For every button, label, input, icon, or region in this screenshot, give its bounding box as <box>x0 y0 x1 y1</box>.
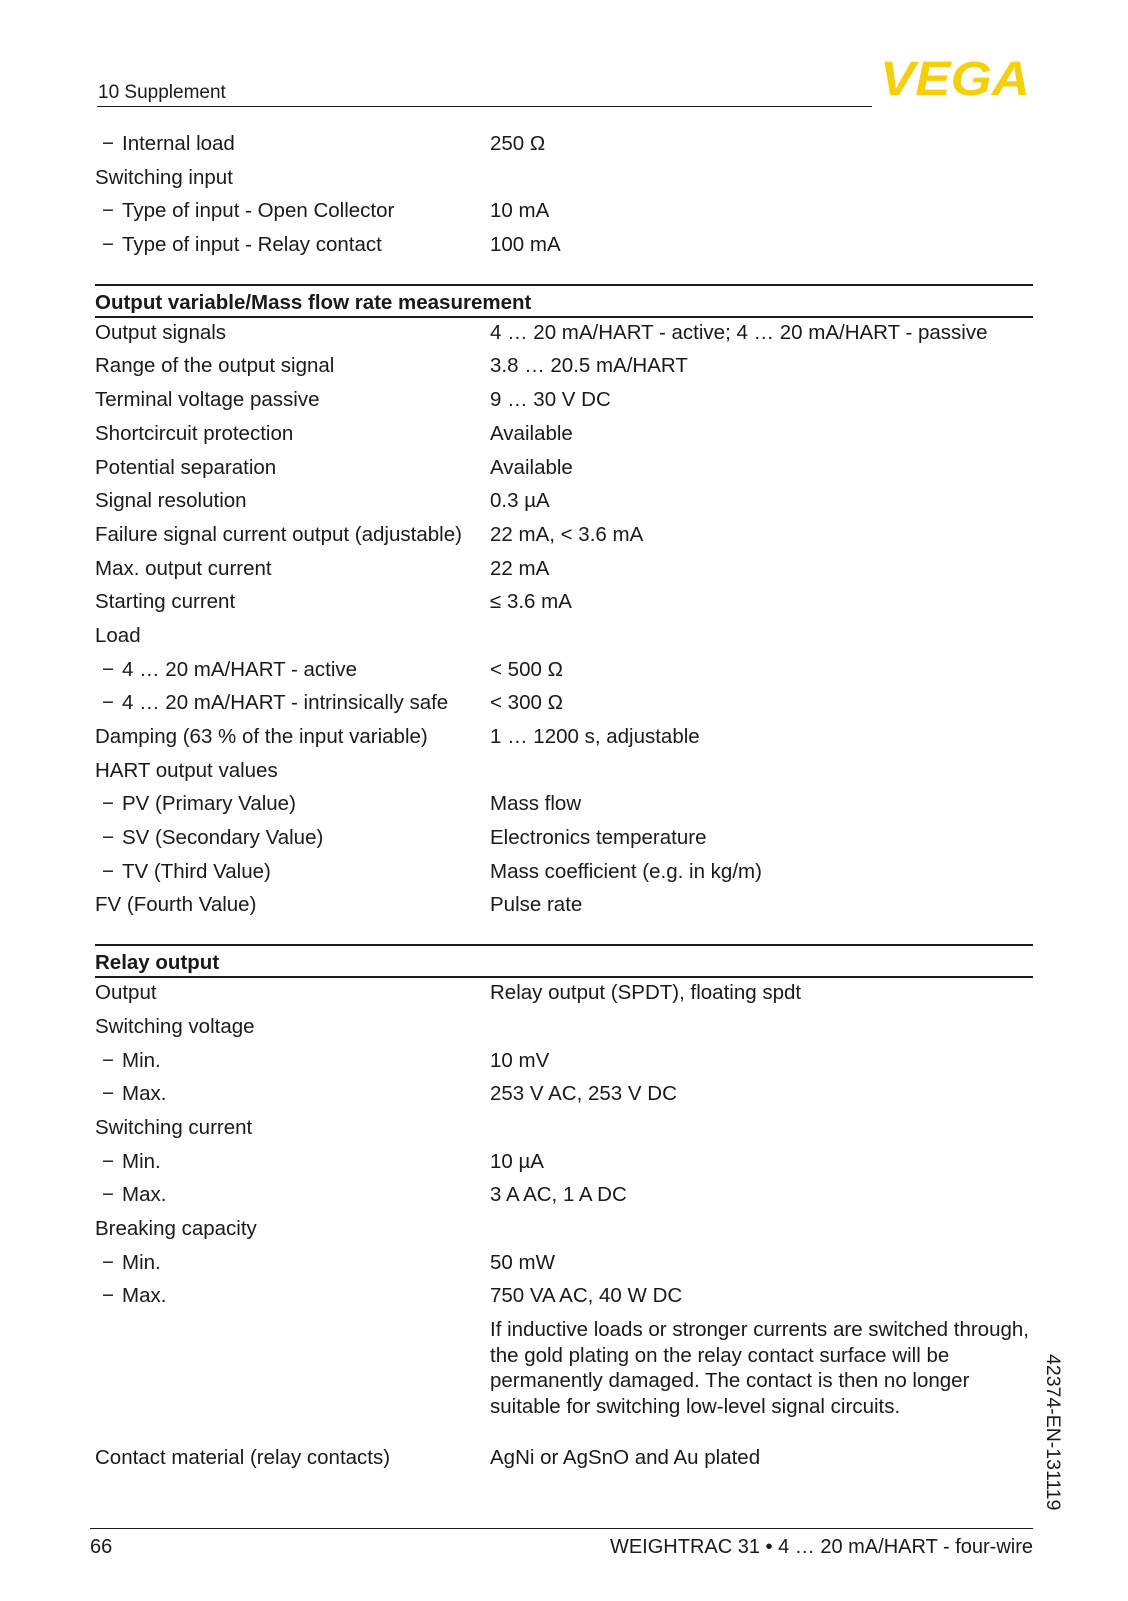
spec-row <box>95 890 1033 924</box>
page-footer <box>90 1528 1033 1568</box>
spec-label <box>102 1250 161 1276</box>
spec-value: 3 A AC, 1 A DC <box>490 1183 627 1207</box>
list-dash: − <box>102 859 114 883</box>
spec-label <box>95 387 319 413</box>
spec-value: AgNi or AgSnO and Au plated <box>490 1446 761 1469</box>
list-dash: − <box>102 826 114 850</box>
spec-label <box>102 825 323 851</box>
spec-value: 10 µA <box>490 1149 544 1173</box>
spec-block-output <box>95 318 1033 924</box>
spec-content <box>95 129 1033 1477</box>
spec-label-text: SV (Secondary Value) <box>122 826 324 850</box>
spec-row <box>95 196 1033 230</box>
spec-row <box>95 520 1033 554</box>
spec-value: ≤ 3.6 mA <box>490 590 572 614</box>
spec-row <box>95 1180 1033 1214</box>
spec-value: Mass coefficient (e.g. in kg/m) <box>490 859 762 883</box>
spec-label-text: Load <box>95 623 141 647</box>
spec-label <box>102 791 296 817</box>
spec-value: 9 … 30 V DC <box>490 388 611 412</box>
spec-value: 4 … 20 mA/HART - active; 4 … 20 mA/HART - passive <box>490 320 988 344</box>
list-dash: − <box>102 657 114 681</box>
list-dash: − <box>102 199 114 223</box>
spec-value: Electronics temperature <box>490 826 707 850</box>
spec-label-text: Potential separation <box>95 455 277 479</box>
spec-value: 253 V AC, 253 V DC <box>490 1082 677 1106</box>
spec-note-row <box>95 1315 1033 1443</box>
spec-label <box>95 522 462 548</box>
spec-row <box>95 1147 1033 1181</box>
page-header <box>97 80 872 107</box>
spec-label <box>102 131 235 157</box>
spec-row <box>95 1248 1033 1282</box>
spec-row <box>95 688 1033 722</box>
vega-logo <box>880 56 1032 100</box>
spec-row <box>95 554 1033 588</box>
list-dash: − <box>102 691 114 715</box>
vega-logo-text: VEGA <box>880 56 1030 100</box>
spec-label-text: Contact material (relay contacts) <box>95 1446 391 1469</box>
spec-row <box>95 857 1033 891</box>
section-title: Output variable/Mass flow rate measurement <box>95 290 532 314</box>
spec-row <box>95 1281 1033 1315</box>
spec-value: Mass flow <box>490 792 582 816</box>
spec-row <box>95 1443 1033 1477</box>
spec-label <box>95 623 141 649</box>
spec-value: < 500 Ω <box>490 657 563 681</box>
spec-label-text: Output <box>95 981 157 1005</box>
spec-value: < 300 Ω <box>490 691 563 715</box>
list-dash: − <box>102 233 114 257</box>
section-title: Relay output <box>95 951 220 975</box>
list-dash: − <box>102 1048 114 1072</box>
section-header-output <box>95 284 1033 318</box>
spec-row <box>95 587 1033 621</box>
spec-label-text: Max. <box>122 1082 167 1106</box>
spec-label <box>95 1445 390 1471</box>
spec-label-text: Switching voltage <box>95 1014 255 1038</box>
spec-row <box>95 1046 1033 1080</box>
list-dash: − <box>102 1183 114 1207</box>
spec-label-text: Min. <box>122 1048 161 1072</box>
spec-value: 10 mV <box>490 1048 550 1072</box>
spec-row <box>95 385 1033 419</box>
spec-value: 50 mW <box>490 1250 555 1274</box>
spec-value: 1 … 1200 s, adjustable <box>490 725 700 748</box>
spec-label <box>102 1149 161 1175</box>
spec-row <box>95 486 1033 520</box>
spec-label <box>95 1115 252 1141</box>
spec-label <box>102 859 271 885</box>
spec-label <box>102 1081 166 1107</box>
spec-value: 10 mA <box>490 199 550 223</box>
spec-row <box>95 823 1033 857</box>
spec-label <box>102 1283 166 1309</box>
spec-label-text: Starting current <box>95 590 236 614</box>
spec-label-text: Signal resolution <box>95 489 247 513</box>
spec-row <box>95 453 1033 487</box>
spec-value: 3.8 … 20.5 mA/HART <box>490 354 688 378</box>
section-header-relay <box>95 944 1033 978</box>
spec-label-text: Min. <box>122 1250 161 1274</box>
spec-row <box>95 163 1033 197</box>
list-dash: − <box>102 132 114 155</box>
spec-label-text: Max. output current <box>95 556 272 580</box>
spec-row <box>95 1079 1033 1113</box>
spec-value: Pulse rate <box>490 893 583 917</box>
spec-label-text: Switching input <box>95 165 233 189</box>
spec-label-text: Max. <box>122 1183 167 1207</box>
spec-label <box>95 556 272 582</box>
spec-row <box>95 756 1033 790</box>
spec-label-text: Output signals <box>95 320 227 344</box>
spec-label-text: Breaking capacity <box>95 1216 257 1240</box>
spec-row <box>95 621 1033 655</box>
spec-label <box>95 353 334 379</box>
spec-label <box>95 724 428 750</box>
spec-label <box>95 320 226 346</box>
spec-label-text: Switching current <box>95 1115 253 1139</box>
spec-label-text: Internal load <box>122 132 235 155</box>
list-dash: − <box>102 1082 114 1106</box>
spec-row <box>95 722 1033 756</box>
spec-label-text: Type of input - Open Collector <box>122 199 395 223</box>
spec-value: Available <box>490 455 573 479</box>
spec-label-text: TV (Third Value) <box>122 859 271 883</box>
spec-label <box>102 690 448 716</box>
spec-row <box>95 1012 1033 1046</box>
spec-label-text: Terminal voltage passive <box>95 388 320 412</box>
document-code: 42374-EN-131119 <box>1042 1354 1064 1511</box>
spec-label-text: Type of input - Relay contact <box>122 233 382 257</box>
spec-row <box>95 978 1033 1012</box>
spec-value: Available <box>490 421 573 445</box>
spec-row <box>95 351 1033 385</box>
spec-label-text: HART output values <box>95 758 278 782</box>
spec-label-text: Shortcircuit protection <box>95 421 294 445</box>
spec-label <box>102 232 382 258</box>
spec-row <box>95 1113 1033 1147</box>
spec-label-text: Max. <box>122 1284 167 1308</box>
spec-label <box>95 165 233 191</box>
spec-row <box>95 789 1033 823</box>
spec-row <box>95 419 1033 453</box>
spec-label-text: FV (Fourth Value) <box>95 893 257 917</box>
spec-row <box>95 230 1033 264</box>
spec-label <box>95 1014 255 1040</box>
spec-label <box>95 488 247 514</box>
spec-label <box>95 455 276 481</box>
spec-label <box>95 589 235 615</box>
list-dash: − <box>102 1149 114 1173</box>
spec-value: If inductive loads or stronger currents are switched through, the gold plating on the relay contact surface will be permanently damaged. The contact is then no longer suitable for switching low-level signal circuits. <box>490 1318 1029 1418</box>
spec-value: 100 mA <box>490 233 561 257</box>
list-dash: − <box>102 792 114 816</box>
spec-label-text: Damping (63 % of the input variable) <box>95 725 428 748</box>
spec-label <box>102 1048 161 1074</box>
spec-value: 22 mA, < 3.6 mA <box>490 522 644 546</box>
spec-label-text: Range of the output signal <box>95 354 335 378</box>
spec-label <box>102 657 357 683</box>
spec-label <box>102 198 394 224</box>
list-dash: − <box>102 1284 114 1308</box>
spec-label <box>95 892 256 918</box>
spec-row <box>95 318 1033 352</box>
spec-label <box>95 1216 257 1242</box>
spec-label <box>95 980 157 1006</box>
spec-value: 750 VA AC, 40 W DC <box>490 1284 683 1308</box>
list-dash: − <box>102 1250 114 1274</box>
product-name: WEIGHTRAC 31 • 4 … 20 mA/HART - four-wire <box>609 1536 1033 1558</box>
spec-label-text: 4 … 20 mA/HART - intrinsically safe <box>122 691 449 715</box>
spec-value: 0.3 µA <box>490 489 550 513</box>
spec-block-input <box>95 129 1033 264</box>
spec-label-text: Failure signal current output (adjustable) <box>95 522 462 546</box>
page-number: 66 <box>90 1536 113 1558</box>
spec-label-text: Min. <box>122 1149 161 1173</box>
spec-value: 250 Ω <box>490 132 546 155</box>
spec-value: Relay output (SPDT), floating spdt <box>490 981 802 1005</box>
header-section-title: 10 Supplement <box>98 82 226 103</box>
spec-label <box>95 758 278 784</box>
spec-label-text: PV (Primary Value) <box>122 792 296 816</box>
spec-label <box>102 1182 166 1208</box>
spec-row <box>95 1214 1033 1248</box>
spec-value: 22 mA <box>490 556 550 580</box>
spec-row <box>95 129 1033 163</box>
spec-row <box>95 655 1033 689</box>
spec-label <box>95 421 293 447</box>
spec-block-relay <box>95 978 1033 1477</box>
spec-label-text: 4 … 20 mA/HART - active <box>122 657 358 681</box>
